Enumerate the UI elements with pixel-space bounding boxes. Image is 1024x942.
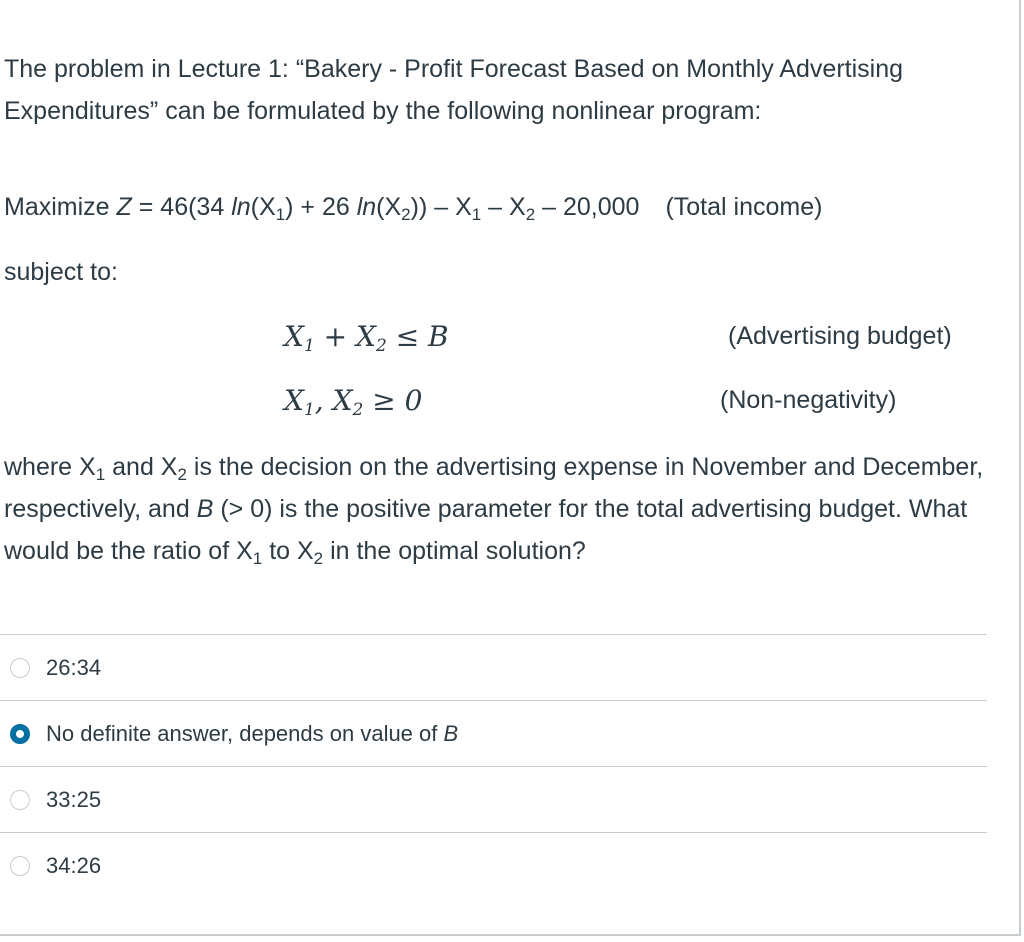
answer-option-selected[interactable]	[0, 700, 987, 766]
subject-to-label: subject to:	[4, 258, 118, 286]
constraint-nonnegativity-tag: (Non-negativity)	[720, 386, 897, 414]
constraint-budget-formula: $X_1 + X_2 \le B$	[284, 320, 449, 356]
answer-option[interactable]	[0, 634, 987, 700]
answer-option[interactable]	[0, 832, 987, 898]
radio-button[interactable]	[10, 658, 30, 678]
constraint-budget-tag: (Advertising budget)	[728, 322, 952, 350]
question-closing: where $X_1$ and $X_2$ is the decision on the advertising expense in November and December, respectively, and B (> 0) is the positive parameter for the total advertising budget. What would be the ratio of $X_1$ to $X_2$ in the optimal solution?	[4, 453, 984, 568]
answer-option[interactable]	[0, 766, 987, 832]
constraint-nonnegativity-formula: $X_1$, $X_2 \ge 0$	[284, 384, 423, 420]
question-intro: The problem in Lecture 1: “Bakery - Profit Forecast Based on Monthly Advertising Expenditures” can be formulated by the following nonlinear program:	[4, 55, 904, 125]
radio-button[interactable]	[10, 790, 30, 810]
radio-button[interactable]	[10, 856, 30, 876]
answer-label: 26:34	[46, 654, 102, 680]
answer-list	[0, 634, 987, 898]
objective-function: Maximize Z = 46(34 $\ln(X_1) + 26$ $\ln(X_2)) - X_1 - X_2 - 20,000$ (Total income)	[4, 193, 823, 224]
answer-label: No definite answer, depends on value of B	[46, 720, 459, 746]
radio-button-selected[interactable]	[10, 724, 30, 744]
constraint-nonnegativity	[4, 384, 1014, 424]
answer-label: 33:25	[46, 786, 102, 812]
answer-label: 34:26	[46, 852, 102, 878]
constraint-budget	[4, 320, 1014, 360]
objective-note: (Total income)	[665, 193, 823, 221]
